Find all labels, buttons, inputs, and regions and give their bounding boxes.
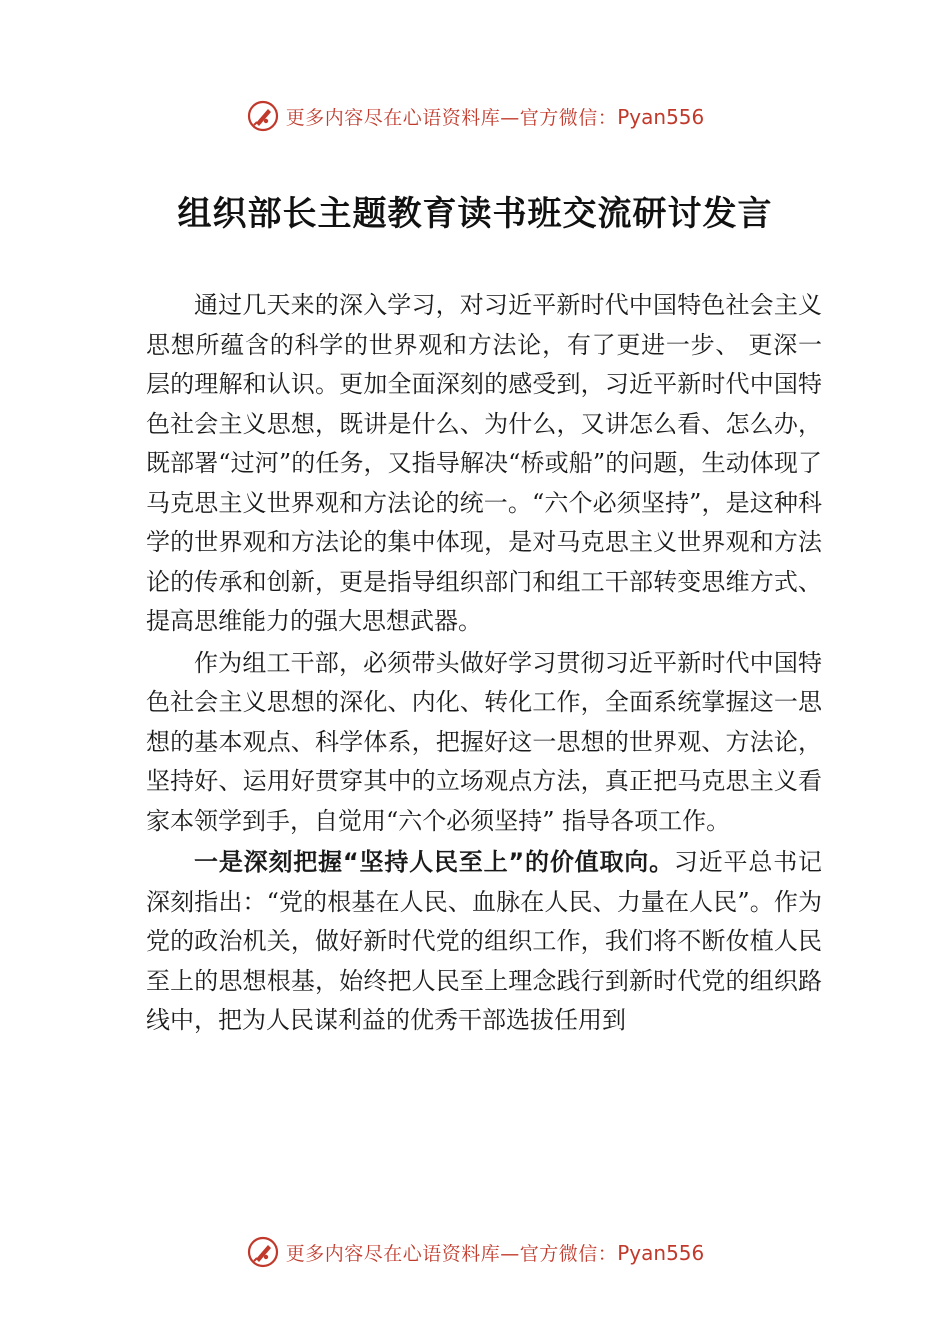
footer-watermark [0, 1232, 950, 1272]
paragraph-2: 作为组工干部，必须带头做好学习贯彻习近平新时代中国特色社会主义思想的深化、内化、转化工作，全面系统掌握这一思想的基本观点、科学体系，把握好这一思想的世界观、方法论，坚持好、运用好贯穿其中的立场观点方法，真正把马克思主义看家本领学到手，自觉用“六个必须坚持” 指导各项工作。 [146, 648, 822, 835]
watermark-text [286, 1239, 705, 1266]
document-title: 组织部长主题教育读书班交流研讨发言 [177, 194, 773, 234]
pen-nib-logo-icon [246, 1235, 280, 1269]
watermark-label: 更多内容尽在心语资料库—官方微信： [285, 1242, 618, 1265]
watermark-label: 更多内容尽在心语资料库—官方微信： [285, 106, 618, 129]
watermark-wechat-id: Pyan556 [617, 104, 705, 129]
paragraph-1: 通过几天来的深入学习，对习近平新时代中国特色社会主义思想所蕴含的科学的世界观和方法论，有了更进一步、 更深一层的理解和认识。更加全面深刻的感受到，习近平新时代中国特色社会主义思想，既讲是什么、为什么，又讲怎么看、怎么办，既部署“过河”的任务，又指导解决“桥或船”的问题，生动体现了马克思主义世界观和方法论的统一。“六个必须坚持”，是这种科学的世界观和方法论的集中体现，是对马克思主义世界观和方法论的传承和创新，更是指导组织部门和组工干部转变思维方式、提高思维能力的强大思想武器。 [146, 291, 822, 635]
document-body [146, 286, 822, 1041]
paragraph-3 [146, 843, 822, 1041]
watermark-wechat-id: Pyan556 [617, 1240, 705, 1265]
paragraph-3-text: 习近平总书记深刻指出：“党的根基在人民、血脉在人民、力量在人民”。作为党的政治机关，做好新时代党的组织工作，我们将不断㚢植人民至上的思想根基，始终把人民至上理念践行到新时代党的组织路线中，把为人民谋利益的优秀干部选拔任用到 [146, 848, 823, 1034]
paragraph-3-lead: 一是深刻把握“坚持人民至上”的价值取向。 [194, 848, 674, 876]
watermark-text [286, 103, 705, 130]
pen-nib-logo-icon [246, 99, 280, 133]
header-watermark [0, 96, 950, 136]
